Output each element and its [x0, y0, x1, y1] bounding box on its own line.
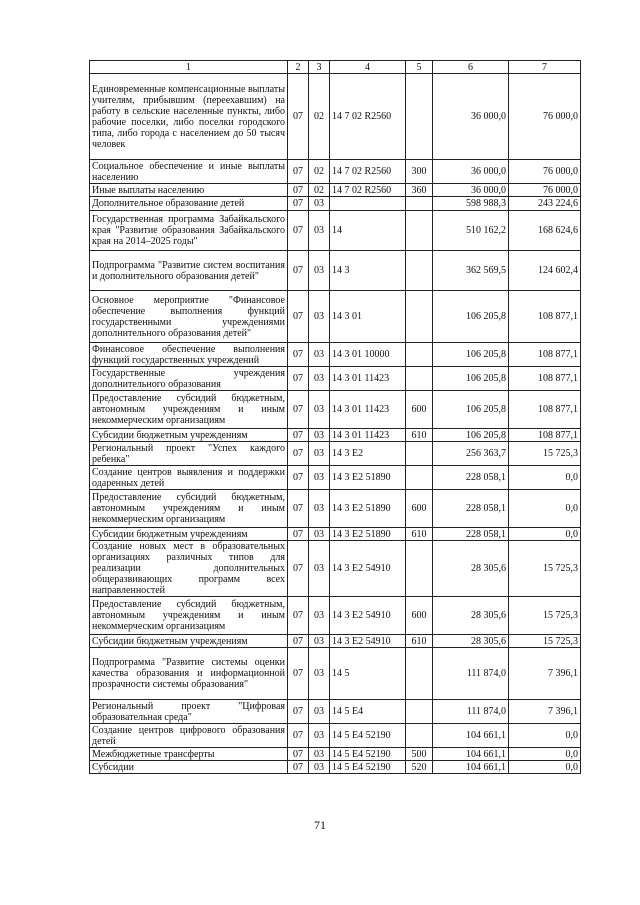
row-subsection: 03 [309, 343, 330, 367]
row-name: Подпрограмма "Развитие систем воспитания и дополнительного образования детей" [90, 251, 288, 291]
row-subsection: 03 [309, 490, 330, 528]
row-amount-1: 104 661,1 [433, 761, 509, 774]
row-target-code: 14 7 02 R2560 [330, 74, 406, 160]
row-amount-1: 111 874,0 [433, 648, 509, 700]
row-amount-1: 28 305,6 [433, 541, 509, 597]
row-name: Социальное обеспечение и иные выплаты населению [90, 160, 288, 184]
row-subsection: 03 [309, 197, 330, 211]
column-header-5: 5 [406, 61, 433, 74]
column-header-2: 2 [288, 61, 309, 74]
row-amount-2: 76 000,0 [509, 184, 581, 197]
row-subsection: 03 [309, 648, 330, 700]
table-row [90, 197, 581, 211]
row-amount-1: 510 162,2 [433, 211, 509, 251]
row-amount-1: 111 874,0 [433, 700, 509, 724]
row-name: Предоставление субсидий бюджетным, автономным учреждениям и иным некоммерческим организациям [90, 391, 288, 429]
row-expense-type [406, 442, 433, 466]
row-section: 07 [288, 541, 309, 597]
row-section: 07 [288, 597, 309, 635]
row-section: 07 [288, 197, 309, 211]
row-target-code: 14 3 01 11423 [330, 367, 406, 391]
row-section: 07 [288, 251, 309, 291]
row-target-code: 14 7 02 R2560 [330, 184, 406, 197]
row-amount-1: 362 569,5 [433, 251, 509, 291]
row-subsection: 03 [309, 291, 330, 343]
row-amount-1: 106 205,8 [433, 291, 509, 343]
row-amount-2: 0,0 [509, 490, 581, 528]
row-subsection: 03 [309, 466, 330, 490]
row-target-code: 14 3 [330, 251, 406, 291]
row-amount-2: 15 725,3 [509, 635, 581, 648]
row-name: Региональный проект "Успех каждого ребенка" [90, 442, 288, 466]
table-row [90, 291, 581, 343]
row-name: Региональный проект "Цифровая образовательная среда" [90, 700, 288, 724]
row-subsection: 02 [309, 184, 330, 197]
row-section: 07 [288, 700, 309, 724]
row-amount-2: 15 725,3 [509, 442, 581, 466]
row-subsection: 02 [309, 160, 330, 184]
row-name: Государственная программа Забайкальского края "Развитие образования Забайкальского края на 2014–2025 годы" [90, 211, 288, 251]
row-name: Единовременные компенсационные выплаты учителям, прибывшим (переехавшим) на работу в сельские населенные пункты, либо рабочие поселки, либо поселки городского типа, либо города с населением до 50 тысяч человек [90, 74, 288, 160]
table-row [90, 211, 581, 251]
row-expense-type [406, 466, 433, 490]
row-target-code: 14 3 E2 51890 [330, 490, 406, 528]
row-expense-type [406, 251, 433, 291]
table-row [90, 74, 581, 160]
row-expense-type [406, 724, 433, 748]
row-expense-type [406, 648, 433, 700]
row-amount-1: 28 305,6 [433, 597, 509, 635]
row-name: Создание центров выявления и поддержки одаренных детей [90, 466, 288, 490]
row-amount-2: 108 877,1 [509, 391, 581, 429]
row-section: 07 [288, 648, 309, 700]
row-subsection: 03 [309, 251, 330, 291]
row-amount-1: 106 205,8 [433, 367, 509, 391]
column-header-3: 3 [309, 61, 330, 74]
row-amount-2: 108 877,1 [509, 291, 581, 343]
row-target-code: 14 7 02 R2560 [330, 160, 406, 184]
row-amount-1: 104 661,1 [433, 748, 509, 761]
row-target-code: 14 5 E4 52190 [330, 748, 406, 761]
row-target-code: 14 3 01 10000 [330, 343, 406, 367]
row-name: Создание новых мест в образовательных организациях различных типов для реализации дополнительных общеразвивающих программ всех направленностей [90, 541, 288, 597]
row-amount-2: 0,0 [509, 528, 581, 541]
row-subsection: 03 [309, 748, 330, 761]
row-section: 07 [288, 343, 309, 367]
row-amount-2: 168 624,6 [509, 211, 581, 251]
row-target-code: 14 5 E4 52190 [330, 724, 406, 748]
row-section: 07 [288, 442, 309, 466]
row-amount-1: 228 058,1 [433, 466, 509, 490]
row-expense-type: 610 [406, 635, 433, 648]
row-amount-2: 108 877,1 [509, 429, 581, 442]
row-expense-type: 300 [406, 160, 433, 184]
row-expense-type: 360 [406, 184, 433, 197]
row-expense-type [406, 700, 433, 724]
row-name: Создание центров цифрового образования детей [90, 724, 288, 748]
row-amount-1: 598 988,3 [433, 197, 509, 211]
table-row [90, 343, 581, 367]
row-name: Дополнительное образование детей [90, 197, 288, 211]
row-expense-type [406, 541, 433, 597]
row-amount-2: 76 000,0 [509, 74, 581, 160]
table-row [90, 391, 581, 429]
row-subsection: 02 [309, 74, 330, 160]
column-header-1: 1 [90, 61, 288, 74]
row-expense-type [406, 367, 433, 391]
row-target-code: 14 5 E4 52190 [330, 761, 406, 774]
row-expense-type [406, 291, 433, 343]
table-row [90, 251, 581, 291]
row-target-code: 14 3 01 11423 [330, 391, 406, 429]
row-amount-1: 104 661,1 [433, 724, 509, 748]
row-section: 07 [288, 429, 309, 442]
row-expense-type: 600 [406, 391, 433, 429]
row-section: 07 [288, 761, 309, 774]
row-section: 07 [288, 211, 309, 251]
table-row [90, 367, 581, 391]
row-amount-2: 108 877,1 [509, 367, 581, 391]
row-section: 07 [288, 724, 309, 748]
row-subsection: 03 [309, 528, 330, 541]
row-section: 07 [288, 184, 309, 197]
table-row [90, 466, 581, 490]
row-amount-1: 228 058,1 [433, 490, 509, 528]
column-header-4: 4 [330, 61, 406, 74]
row-amount-1: 228 058,1 [433, 528, 509, 541]
table-row [90, 597, 581, 635]
table-row [90, 648, 581, 700]
row-section: 07 [288, 367, 309, 391]
row-name: Субсидии бюджетным учреждениям [90, 635, 288, 648]
row-amount-2: 124 602,4 [509, 251, 581, 291]
row-name: Предоставление субсидий бюджетным, автономным учреждениям и иным некоммерческим организациям [90, 597, 288, 635]
row-name: Субсидии бюджетным учреждениям [90, 429, 288, 442]
row-target-code: 14 5 [330, 648, 406, 700]
table-row [90, 429, 581, 442]
row-amount-2: 76 000,0 [509, 160, 581, 184]
table-row [90, 160, 581, 184]
row-amount-2: 15 725,3 [509, 541, 581, 597]
row-name: Подпрограмма "Развитие системы оценки качества образования и информационной прозрачности системы образования" [90, 648, 288, 700]
row-target-code: 14 3 E2 54910 [330, 541, 406, 597]
row-target-code: 14 3 E2 54910 [330, 635, 406, 648]
table-row [90, 528, 581, 541]
row-amount-1: 36 000,0 [433, 184, 509, 197]
row-target-code: 14 [330, 211, 406, 251]
table-row [90, 490, 581, 528]
row-subsection: 03 [309, 761, 330, 774]
row-expense-type: 500 [406, 748, 433, 761]
row-subsection: 03 [309, 700, 330, 724]
row-target-code: 14 3 01 11423 [330, 429, 406, 442]
row-name: Иные выплаты населению [90, 184, 288, 197]
row-target-code: 14 3 E2 [330, 442, 406, 466]
row-subsection: 03 [309, 597, 330, 635]
table-row [90, 541, 581, 597]
row-amount-2: 15 725,3 [509, 597, 581, 635]
row-expense-type [406, 343, 433, 367]
row-subsection: 03 [309, 635, 330, 648]
row-section: 07 [288, 74, 309, 160]
table-row [90, 442, 581, 466]
row-subsection: 03 [309, 724, 330, 748]
page-number: 71 [314, 818, 326, 832]
row-amount-1: 36 000,0 [433, 160, 509, 184]
row-subsection: 03 [309, 391, 330, 429]
row-section: 07 [288, 528, 309, 541]
row-section: 07 [288, 490, 309, 528]
row-amount-2: 243 224,6 [509, 197, 581, 211]
row-expense-type: 520 [406, 761, 433, 774]
row-amount-2: 7 396,1 [509, 648, 581, 700]
row-name: Субсидии бюджетным учреждениям [90, 528, 288, 541]
row-expense-type [406, 197, 433, 211]
table-row [90, 748, 581, 761]
row-expense-type: 600 [406, 490, 433, 528]
row-target-code [330, 197, 406, 211]
row-amount-1: 36 000,0 [433, 74, 509, 160]
table-row [90, 635, 581, 648]
row-name: Финансовое обеспечение выполнения функций государственных учреждений [90, 343, 288, 367]
table-row [90, 724, 581, 748]
row-amount-1: 256 363,7 [433, 442, 509, 466]
row-expense-type: 610 [406, 528, 433, 541]
row-subsection: 03 [309, 429, 330, 442]
row-name: Предоставление субсидий бюджетным, автономным учреждениям и иным некоммерческим организациям [90, 490, 288, 528]
row-amount-2: 108 877,1 [509, 343, 581, 367]
row-section: 07 [288, 160, 309, 184]
row-amount-2: 0,0 [509, 466, 581, 490]
row-expense-type: 600 [406, 597, 433, 635]
row-amount-2: 7 396,1 [509, 700, 581, 724]
row-section: 07 [288, 291, 309, 343]
row-name: Межбюджетные трансферты [90, 748, 288, 761]
row-target-code: 14 3 01 [330, 291, 406, 343]
row-amount-1: 28 305,6 [433, 635, 509, 648]
row-target-code: 14 3 E2 54910 [330, 597, 406, 635]
table-row [90, 184, 581, 197]
table-row [90, 700, 581, 724]
row-expense-type [406, 211, 433, 251]
row-subsection: 03 [309, 367, 330, 391]
row-section: 07 [288, 391, 309, 429]
budget-table [89, 60, 581, 774]
row-amount-2: 0,0 [509, 724, 581, 748]
row-amount-1: 106 205,8 [433, 429, 509, 442]
table-body [90, 74, 581, 774]
column-header-6: 6 [433, 61, 509, 74]
row-expense-type: 610 [406, 429, 433, 442]
row-section: 07 [288, 466, 309, 490]
table-row [90, 761, 581, 774]
row-name: Государственные учреждения дополнительного образования [90, 367, 288, 391]
row-expense-type [406, 74, 433, 160]
row-section: 07 [288, 635, 309, 648]
row-amount-2: 0,0 [509, 748, 581, 761]
row-amount-1: 106 205,8 [433, 391, 509, 429]
row-target-code: 14 3 E2 51890 [330, 466, 406, 490]
row-section: 07 [288, 748, 309, 761]
row-amount-1: 106 205,8 [433, 343, 509, 367]
table-header-row [90, 61, 581, 74]
row-name: Основное мероприятие "Финансовое обеспечение выполнения функций государственными учреждениями дополнительного образования детей" [90, 291, 288, 343]
row-target-code: 14 3 E2 51890 [330, 528, 406, 541]
row-amount-2: 0,0 [509, 761, 581, 774]
row-subsection: 03 [309, 442, 330, 466]
row-subsection: 03 [309, 211, 330, 251]
row-name: Субсидии [90, 761, 288, 774]
column-header-7: 7 [509, 61, 581, 74]
row-subsection: 03 [309, 541, 330, 597]
row-target-code: 14 5 E4 [330, 700, 406, 724]
